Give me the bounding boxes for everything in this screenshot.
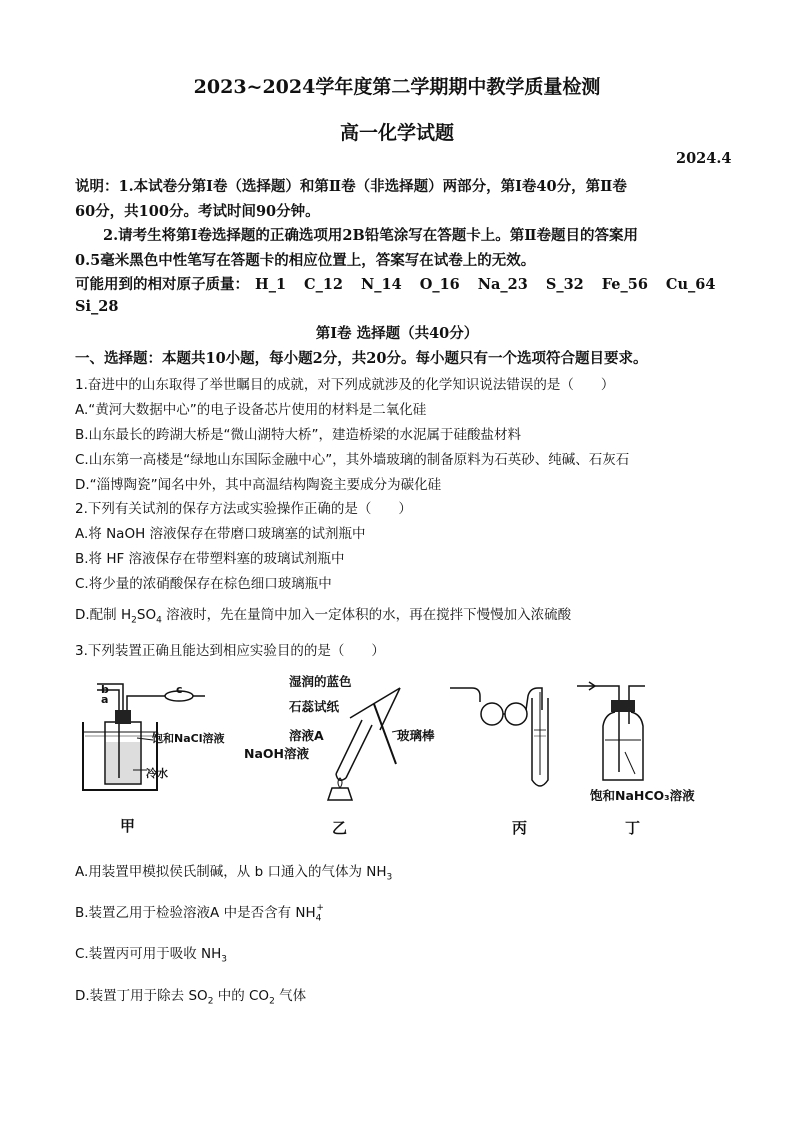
figure-label-yi: 乙 <box>332 819 348 837</box>
question-3-option-c: C.装置丙可用于吸收 $NH_3$ <box>75 946 227 965</box>
question-2-option-b: B.将 HF 溶液保存在带塑料塞的玻璃试剂瓶中 <box>75 551 345 567</box>
mass-item: Si_28 <box>75 298 119 315</box>
jia-label-water: 冷水 <box>146 767 168 780</box>
jia-label-nacl: 饱和NaCl溶液 <box>152 732 225 745</box>
question-2-option-d: D.配制 $H_2SO_4$ 溶液时，先在量筒中加入一定体积的水，再在搅拌下慢慢加入浓硫酸 <box>75 607 572 626</box>
section-heading: 第Ⅰ卷 选择题（共40分） <box>315 325 479 342</box>
note-line-1: 说明：1.本试卷分第Ⅰ卷（选择题）和第Ⅱ卷（非选择题）两部分，第Ⅰ卷40分，第Ⅱ卷 <box>75 178 627 195</box>
mass-item: H_1 <box>255 276 287 293</box>
atomic-masses <box>75 273 715 294</box>
jia-label-b: b <box>101 683 109 696</box>
question-1-option-d: D.“淄博陶瓷”闻名中外，其中高温结构陶瓷主要成分为碳化硅 <box>75 477 442 493</box>
question-2-option-c: C.将少量的浓硝酸保存在棕色细口玻璃瓶中 <box>75 576 332 592</box>
exam-date: 2024.4 <box>676 150 732 167</box>
mass-item: C_12 <box>304 276 344 293</box>
question-3-option-a: A.用装置甲模拟侯氏制碱，从 b 口通入的气体为 $NH_3$ <box>75 864 393 883</box>
atomic-masses-label: 可能用到的相对原子质量： <box>75 276 249 293</box>
question-1-stem: 1.奋进中的山东取得了举世瞩目的成就，对下列成就涉及的化学知识说法错误的是（ ） <box>75 377 615 393</box>
jia-label-c: c <box>176 683 183 696</box>
question-2-option-a: A.将 NaOH 溶液保存在带磨口玻璃塞的试剂瓶中 <box>75 526 366 542</box>
yi-label-solution-a: 溶液A <box>289 728 324 743</box>
mass-item: Cu_64 <box>665 276 716 293</box>
mass-item: O_16 <box>419 276 460 293</box>
note-line-3: 2.请考生将第Ⅰ卷选择题的正确选项用2B铅笔涂写在答题卡上。第Ⅱ卷题目的答案用 <box>103 227 638 244</box>
question-3-option-b: B.装置乙用于检验溶液A 中是否含有 $NH_4^+$ <box>75 903 324 924</box>
ding-label-nahco3: 饱和NaHCO₃溶液 <box>590 788 695 803</box>
apparatus-ding-figure <box>575 680 705 790</box>
yi-label-naoh: NaOH溶液 <box>244 746 309 761</box>
yi-label-rod: 玻璃棒 <box>397 728 435 743</box>
note-line-2: 60分，共100分。考试时间90分钟。 <box>75 203 320 220</box>
mass-item: Na_23 <box>477 276 528 293</box>
exam-subtitle: 高一化学试题 <box>339 122 454 144</box>
apparatus-bing-figure <box>450 680 560 810</box>
note-line-4: 0.5毫米黑色中性笔写在答题卡的相应位置上，答案写在试卷上的无效。 <box>75 252 536 269</box>
exam-title: 2023~2024学年度第二学期期中教学质量检测 <box>193 76 601 98</box>
figure-label-bing: 丙 <box>512 819 528 837</box>
figure-label-ding: 丁 <box>625 819 641 837</box>
question-3-option-d: D.装置丁用于除去 $SO_2$ 中的 $CO_2$ 气体 <box>75 988 307 1007</box>
question-1-option-c: C.山东第一高楼是“绿地山东国际金融中心”，其外墙玻璃的制备原料为石英砂、纯碱、石灰石 <box>75 452 630 468</box>
jia-label-a: a <box>101 693 109 706</box>
figure-label-jia: 甲 <box>120 817 136 835</box>
question-3-stem: 3.下列装置正确且能达到相应实验目的的是（ ） <box>75 643 385 659</box>
question-1-option-a: A.“黄河大数据中心”的电子设备芯片使用的材料是二氧化硅 <box>75 402 427 418</box>
mass-item: N_14 <box>361 276 402 293</box>
section-instructions: 一、选择题：本题共10小题，每小题2分，共20分。每小题只有一个选项符合题目要求。 <box>75 350 648 367</box>
yi-label-paper-1: 湿润的蓝色 <box>289 674 352 689</box>
question-1-option-b: B.山东最长的跨湖大桥是“微山湖特大桥”，建造桥梁的水泥属于硅酸盐材料 <box>75 427 522 443</box>
mass-item: Fe_56 <box>601 276 648 293</box>
yi-label-paper-2: 石蕊试纸 <box>289 699 340 714</box>
question-2-stem: 2.下列有关试剂的保存方法或实验操作正确的是（ ） <box>75 501 412 517</box>
mass-item: S_32 <box>545 276 584 293</box>
